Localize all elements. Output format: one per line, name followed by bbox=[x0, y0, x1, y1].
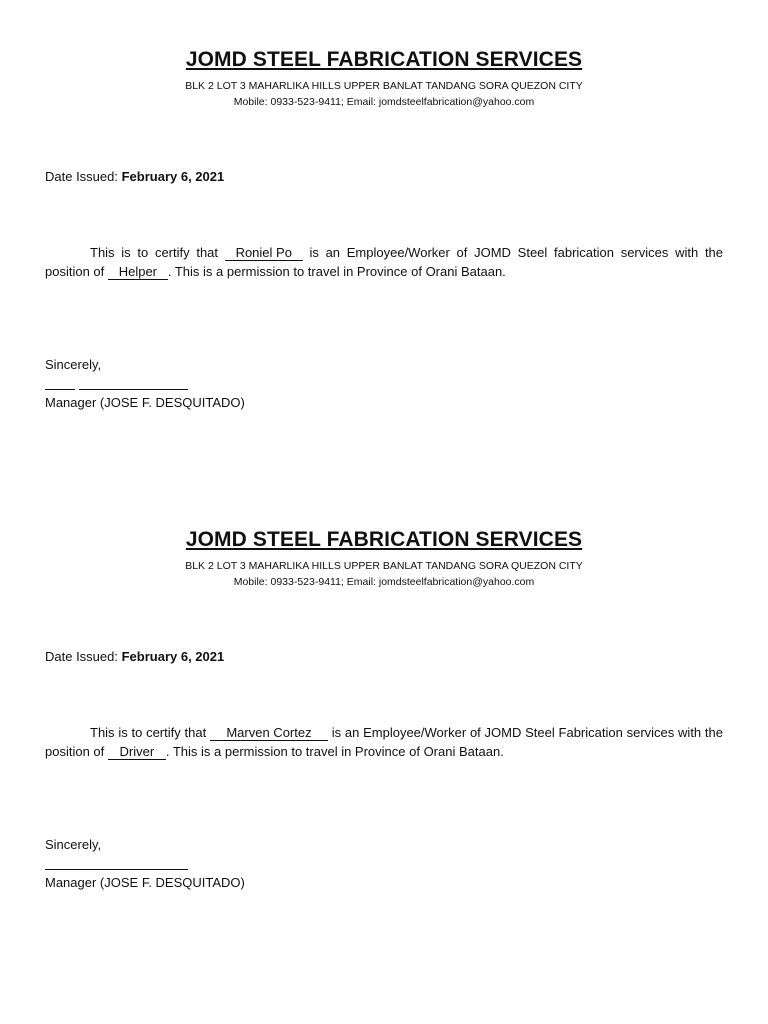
certificate-2 bbox=[0, 480, 768, 960]
signature-line-segment bbox=[145, 389, 188, 390]
date-label: Date Issued: bbox=[45, 169, 122, 184]
certify-text-middle: is an Employee/Worker of JOMD Steel fabrication services with the position of bbox=[45, 245, 724, 279]
certification-paragraph bbox=[45, 243, 723, 281]
closing-text: Sincerely, bbox=[45, 837, 102, 852]
certify-text-middle: is an Employee/Worker of JOMD Steel Fabrication services with the position of bbox=[45, 725, 723, 759]
company-address: BLK 2 LOT 3 MAHARLIKA HILLS UPPER BANLAT TANDANG SORA QUEZON CITY bbox=[185, 560, 583, 572]
certify-text-start: This is to certify that bbox=[90, 245, 225, 260]
date-issued bbox=[45, 649, 224, 664]
signature-line-segment bbox=[45, 389, 75, 390]
position-field: Helper bbox=[108, 265, 168, 280]
signatory-name: Manager (JOSE F. DESQUITADO) bbox=[45, 875, 245, 890]
company-contact: Mobile: 0933-523-9411; Email: jomdsteelfabrication@yahoo.com bbox=[233, 576, 535, 588]
company-name-heading: JOMD STEEL FABRICATION SERVICES bbox=[185, 48, 583, 71]
employee-name-field: Marven Cortez bbox=[210, 726, 328, 741]
employee-name-field: Roniel Po bbox=[225, 246, 303, 261]
date-label: Date Issued: bbox=[45, 649, 122, 664]
signatory-name: Manager (JOSE F. DESQUITADO) bbox=[45, 395, 245, 410]
company-address: BLK 2 LOT 3 MAHARLIKA HILLS UPPER BANLAT TANDANG SORA QUEZON CITY bbox=[185, 80, 583, 92]
signature-line bbox=[45, 869, 188, 870]
date-issued bbox=[45, 169, 224, 184]
company-contact: Mobile: 0933-523-9411; Email: jomdsteelfabrication@yahoo.com bbox=[233, 96, 535, 108]
company-name-heading: JOMD STEEL FABRICATION SERVICES bbox=[185, 528, 583, 551]
certify-text-end: . This is a permission to travel in Province of Orani Bataan. bbox=[165, 744, 504, 759]
certify-text-end: . This is a permission to travel in Province of Orani Bataan. bbox=[167, 264, 506, 279]
date-value: February 6, 2021 bbox=[121, 169, 225, 184]
certify-text-start: This is to certify that bbox=[90, 725, 210, 740]
certificate-1 bbox=[0, 0, 768, 480]
date-value: February 6, 2021 bbox=[121, 649, 225, 664]
certification-paragraph bbox=[45, 723, 723, 761]
closing-text: Sincerely, bbox=[45, 357, 102, 372]
position-field: Driver bbox=[108, 745, 166, 760]
